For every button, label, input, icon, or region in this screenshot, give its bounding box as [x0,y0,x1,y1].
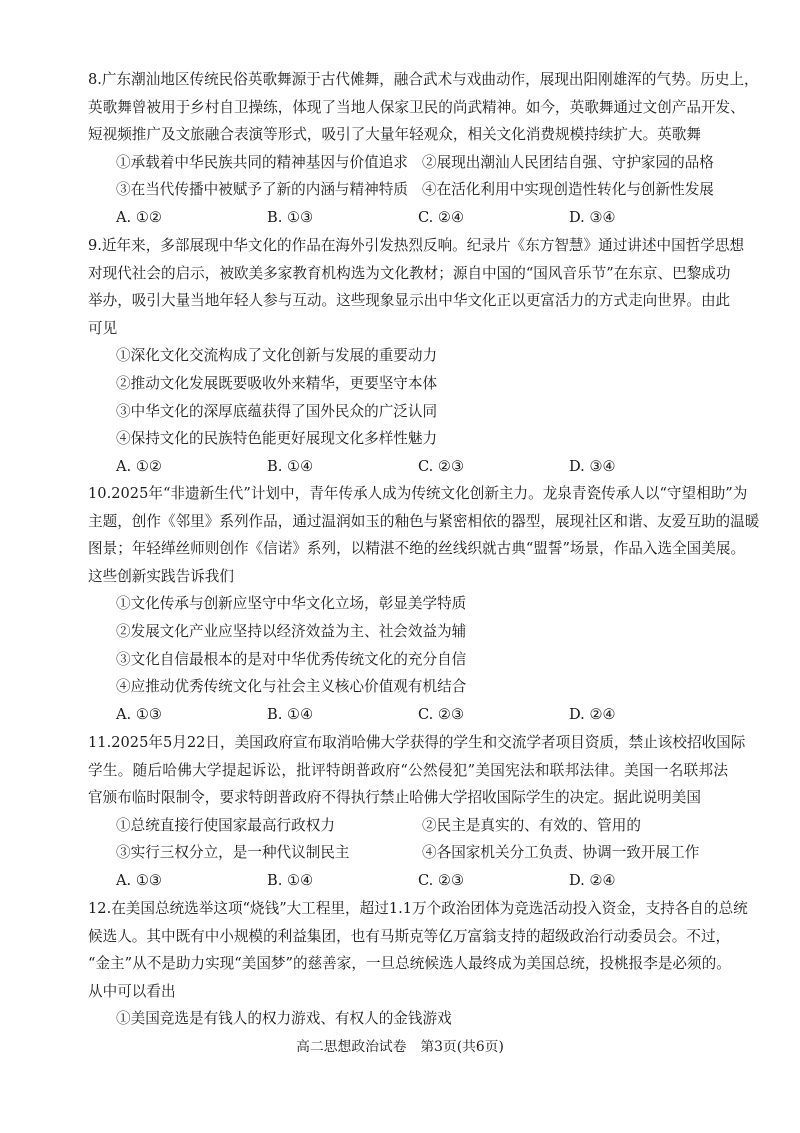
option-item: ①文化传承与创新应坚守中华文化立场，彰显美学特质 [116,595,467,613]
question-stem-line: 候选人。其中既有中小规模的利益集团，也有马斯克等亿万富翁支持的超级政治行动委员会。不过， [88,927,731,945]
answer-choice: B. ①④ [267,871,314,889]
question-stem-line: 10.2025年“非遗新生代”计划中，青年传承人成为传统文化创新主力。龙泉青瓷传承人以“守望相助”为 [88,485,748,502]
answer-choice: C. ②③ [418,871,465,889]
option-item: ④应推动优秀传统文化与社会主义核心价值观有机结合 [116,678,467,696]
question-stem-line: 官颁布临时限制令，要求特朗普政府不得执行禁止哈佛大学招收国际学生的决定。据此说明美国 [88,789,701,807]
answer-choice: D. ③④ [569,457,616,475]
option-item: ④在活化利用中实现创造性转化与创新性发展 [422,181,714,199]
option-row [88,839,728,867]
question-stem-line: 可见 [88,319,118,337]
question-9 [88,232,745,480]
question-stem-line: 从中可以看出 [88,982,176,1000]
question-8 [88,66,759,232]
question-stem-line: 学生。随后哈佛大学提起诉讼，批评特朗普政府“公然侵犯”美国宪法和联邦法律。美国一名联邦法 [88,761,728,779]
option-row [88,812,728,840]
option-item: ③实行三权分立，是一种代议制民主 [116,844,350,862]
answer-choice: C. ②③ [418,457,465,475]
option-item: ①承载着中华民族共同的精神基因与价值追求 [116,153,408,171]
answer-choice: C. ②③ [418,705,465,723]
option-item: ②展现出潮汕人民团结自强、守护家园的品格 [422,153,714,171]
option-item: ④各国家机关分工负责、协调一致开展工作 [422,844,700,862]
answer-choice: D. ②④ [569,705,616,723]
page-footer: 高二思想政治试卷 第3页(共6页) [296,1039,504,1055]
question-12 [88,895,748,1033]
answer-choice: B. ①④ [267,705,314,723]
answer-choice: A. ①③ [116,705,162,723]
option-item: ②发展文化产业应坚持以经济效益为主、社会效益为辅 [116,622,467,640]
answer-choice: B. ①③ [267,208,314,226]
option-item: ③中华文化的深厚底蕴获得了国外民众的广泛认同 [116,402,438,420]
question-stem-line: 这些创新实践告诉我们 [88,567,234,585]
question-stem-line: 12.在美国总统选举这项“烧钱”大工程里，超过1.1万个政治团体为竞选活动投入资金，支持各自的总统 [88,900,748,917]
option-item: ②民主是真实的、有效的、管用的 [422,816,641,834]
question-stem-line: 短视频推广及文旅融合表演等形式，吸引了大量年轻观众，相关文化消费规模持续扩大。英歌舞 [88,126,701,144]
option-item: ④保持文化的民族特色能更好展现文化多样性魅力 [116,430,438,448]
answer-choices [88,453,728,481]
answer-choice: A. ①② [116,208,162,226]
option-item: ③文化自信最根本的是对中华优秀传统文化的充分自信 [116,650,467,668]
question-11 [88,729,746,895]
answer-choice: A. ①② [116,457,162,475]
answer-choice: A. ①③ [116,871,162,889]
question-stem-line: 主题，创作《邻里》系列作品，通过温润如玉的釉色与紧密相依的器型，展现社区和谐、友爱互助的温暖 [88,512,760,530]
question-stem-line: “金主”从不是助力实现“美国梦”的慈善家，一旦总统候选人最终成为美国总统，投桃报李是必须的。 [88,955,731,973]
question-stem-line: 图景；年轻缂丝师则创作《信诺》系列，以精湛不绝的丝线织就古典“盟誓”场景，作品入选全国美展。 [88,540,746,558]
answer-choice: B. ①④ [267,457,314,475]
question-10 [88,480,760,728]
answer-choices [88,204,728,232]
option-row [88,176,728,204]
question-stem-line: 举办，吸引大量当地年轻人参与互动。这些现象显示出中华文化正以更富活力的方式走向世界。由此 [88,292,731,310]
option-item: ①深化文化交流构成了文化创新与发展的重要动力 [116,347,438,365]
option-item: ③在当代传播中被赋予了新的内涵与精神特质 [116,181,408,199]
answer-choice: D. ②④ [569,871,616,889]
answer-choices [88,701,728,729]
question-stem-line: 对现代社会的启示，被欧美多家教育机构选为文化教材；源自中国的“国风音乐节”在东京、巴黎成功 [88,264,731,282]
answer-choice: C. ②④ [418,208,465,226]
option-row [88,149,728,177]
question-stem-line: 英歌舞曾被用于乡村自卫操练，体现了当地人保家卫民的尚武精神。如今，英歌舞通过文创产品开发、 [88,98,745,116]
option-item: ②推动文化发展既要吸收外来精华，更要坚守本体 [116,374,438,392]
answer-choices [88,867,728,895]
question-stem-line: 9.近年来，多部展现中华文化的作品在海外引发热烈反响。纪录片《东方智慧》通过讲述中国哲学思想 [88,237,745,254]
option-item: ①美国竞选是有钱人的权力游戏、有权人的金钱游戏 [116,1010,452,1028]
question-stem-line: 11.2025年5月22日，美国政府宣布取消哈佛大学获得的学生和交流学者项目资质，禁止该校招收国际 [88,734,746,751]
option-item: ①总统直接行使国家最高行政权力 [116,816,335,834]
question-stem-line: 8.广东潮汕地区传统民俗英歌舞源于古代傩舞，融合武术与戏曲动作，展现出阳刚雄浑的气势。历史上， [88,71,759,88]
answer-choice: D. ③④ [569,208,616,226]
